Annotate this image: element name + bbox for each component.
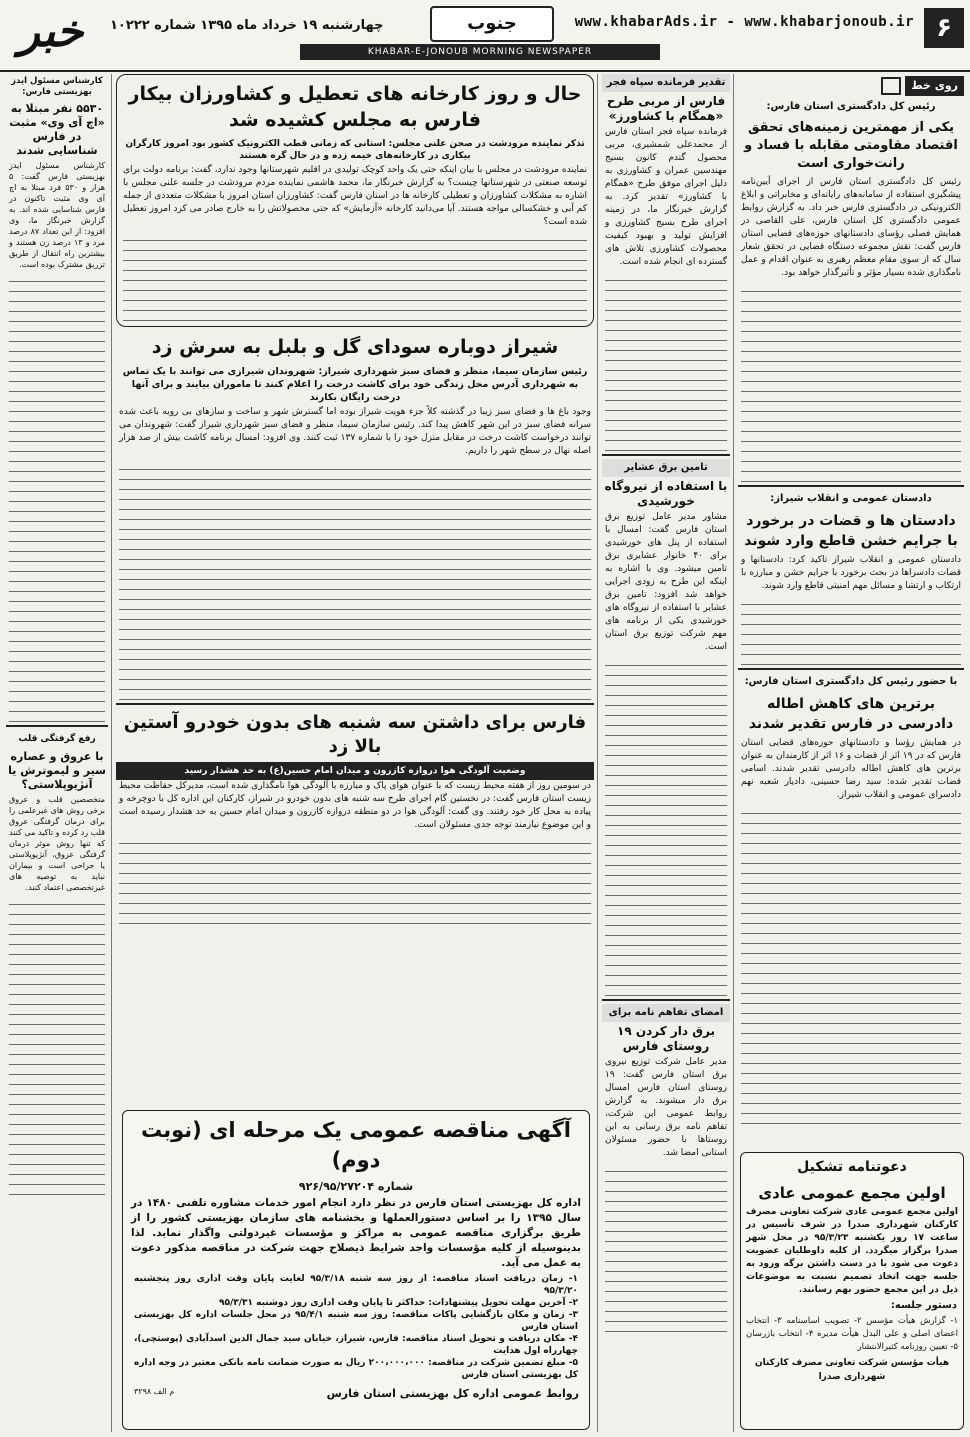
story-headline[interactable]: شیراز دوباره سودای گل و بلبل به سرش زد bbox=[151, 336, 559, 358]
tender-item: ۱- زمان دریافت اسناد مناقصه: از روز سه شنبه ۹۵/۳/۱۸ لغایت پایان وقت اداری روز پنجشنبه ۹۵/۳/۲۰ bbox=[134, 1274, 579, 1296]
article-headline[interactable]: دادستان ها و قضات در برخورد با جرایم خشن قاطع وارد شوند bbox=[744, 513, 958, 549]
text-block bbox=[9, 272, 105, 722]
lead-headline[interactable]: حال و روز کارخانه های تعطیل و کشاورزان بیکار فارس به مجلس کشیده شد bbox=[128, 83, 582, 131]
text-block bbox=[741, 595, 961, 665]
invitation-ad bbox=[740, 1152, 964, 1430]
ad-subtitle: اولین مجمع عمومی عادی bbox=[758, 1184, 946, 1202]
rooye-khat-label: روی خط bbox=[905, 76, 964, 96]
tender-item: ۴- مکان دریافت و تحویل اسناد مناقصه: فارس، شیراز، خیابان سید جمال الدین اسدآبادی (پوستچی)، چهارراه اول هدایت bbox=[134, 1334, 578, 1356]
text-block bbox=[741, 282, 961, 482]
text-block bbox=[605, 271, 727, 451]
article-kicker: دادستان عمومی و انقلاب شیراز: bbox=[770, 493, 932, 504]
text-block bbox=[119, 834, 591, 924]
article-body: متخصصین قلب و عروق برخی روش های غیرعلمی را برای درمان گرفتگی عروق قلب رد کرده و تاکید می کنند که تنها روش موثر درمان گرفتگی عروق، آنژیوپلاستی یا جراحی است و بیماران نباید به توصیه های غیرتخصصی اعتماد کنند. bbox=[9, 795, 105, 892]
tender-item: ۲- آخرین مهلت تحویل پیشنهادات: حداکثر تا پایان وقت اداری روز دوشنبه ۹۵/۳/۳۱ bbox=[218, 1298, 578, 1308]
article-body: دادستان عمومی و انقلاب شیراز تاکید کرد: دادستانها و قضات دادسراها در بحث برخورد با جرایم خشن و مبارزه با ارتکاب و ارتشا و مسائل مهم امنیتی قاطع وارد شوند. bbox=[741, 555, 961, 591]
lead-body: نماینده مرودشت در مجلس با بیان اینکه حتی یک واحد کوچک تولیدی در اقلیم شهرستانها وجود ندارد، گفت: برنامه دولت برای توسعه صنعتی در شهرستانها چیست؟ به گزارش خبرنگار ما، محمد هاشمی نماینده مردم مرودشت در جلسه علنی مجلس با اشاره به مشکلات کشاورزان و تعطیلی کارخانه ها در استان فارس گفت: کشاورزان استان امروز با مشکلات متعددی از جمله کم آبی و خشکسالی مواجه هستند. آیا می‌دانید کارخانه «آزمایش» که حتی محصولاتش را به خارج صادر می کرد امروز تعطیل شده است؟ bbox=[123, 165, 587, 227]
article-headline[interactable]: برترین های کاهش اطاله دادرسی در فارس تقدیر شدند bbox=[748, 696, 954, 732]
story-subheadline: وضعیت آلودگی هوا دروازه کازرون و میدان امام حسین(ع) به حد هشدار رسید bbox=[116, 762, 594, 780]
story-body: در سومین روز از هفته محیط زیست که با عنوان هوای پاک و مبارزه با آلودگی هوا نامگذاری شده است، مدیرکل حفاظت محیط زیست استان فارس گفت: در نخستین گام اجرای طرح سه شنبه های بدون خودرو در شیراز، کارکنان این اداره کل با دوچرخه و پیاده به محل کار خود رفتند. وی گفت: آلودگی هوا در دو منطقه دروازه کازرون و میدان امام حسین به حد هشدار رسیده است و این موضوع نیازمند توجه جدی مسئولان است. bbox=[119, 781, 591, 830]
tender-item: ۳- زمان و مکان بازگشایی پاکات مناقصه: روز سه شنبه ۹۵/۴/۱ در محل جلسات اداره کل بهزیستی استان فارس bbox=[134, 1310, 578, 1332]
ad-title: دعوتنامه تشکیل bbox=[797, 1159, 907, 1175]
article-headline[interactable]: یکی از مهمترین زمینه‌های تحقق اقتصاد مقاومتی مقابله با فساد و رانت‌خواری است bbox=[744, 120, 958, 171]
window-icon bbox=[881, 77, 901, 95]
issue-date: چهارشنبه ۱۹ خرداد ماه ۱۳۹۵ شماره ۱۰۲۲۲ bbox=[110, 18, 384, 33]
story-subheadline: رئیس سازمان سیما، منظر و فضای سبز شهرداری شیراز: شهروندان شیرازی می توانند با یک تماس به شهرداری آدرس محل زندگی خود برای کاشت درخت را اعلام کنند تا ماموران بیایند و برای آنها درخت رایگان بکارند bbox=[122, 366, 588, 403]
section-title: جنوب bbox=[430, 6, 554, 42]
article-headline[interactable]: برق دار کردن ۱۹ روستای فارس bbox=[617, 1024, 715, 1053]
ad-body: اولین مجمع عمومی عادی شرکت تعاونی مصرف کارکنان شهرداری صدرا در شرف تأسیس در ساعت ۱۷ روز یکشنبه ۹۵/۳/۲۳ در محل شهر صدرا برگزار میگردد. از کلیه داوطلبان عضویت دعوت می شود با در دست داشتن برگه ورود به جلسه جهت اتخاذ تصمیم نسبت به موضوعات ذیل در این مجمع حضور بهم رسانند. bbox=[746, 1207, 958, 1295]
article-kicker: تامین برق عشایر bbox=[602, 459, 730, 477]
article-kicker: تقدیر فرمانده سپاه فجر bbox=[602, 74, 730, 92]
article-headline[interactable]: با استفاده از نیروگاه خورشیدی bbox=[604, 479, 728, 508]
masthead bbox=[0, 0, 970, 72]
article-kicker: کارشناس مسئول ایدز بهزیستی فارس: bbox=[11, 76, 103, 97]
english-strip: KHABAR-E-JONOUB MORNING NEWSPAPER bbox=[300, 44, 660, 60]
tender-items bbox=[123, 1271, 589, 1383]
article-body: مدیر عامل شرکت توزیع نیروی برق استان فارس گفت: ۱۹ روستای استان فارس امسال برق دار میشوند. به گزارش روابط عمومی این شرکت، تفاهم نامه برق رسانی به این روستاها با حضور مسئولان استانی امضا شد. bbox=[605, 1057, 727, 1158]
article-kicker: با حضور رئیس کل دادگستری استان فارس: bbox=[744, 676, 958, 687]
tender-ad bbox=[122, 1110, 590, 1430]
text-block bbox=[119, 460, 591, 700]
article-body: کارشناس مسئول ایدز بهزیستی فارس گفت: ۵ هزار و ۵۳۰ فرد مبتلا به اچ آی وی مثبت تاکنون در فارس شناسایی شده اند. به گزارش خبرنگار ما، وی افزود: از این تعداد ۸۷ درصد مرد و ۱۳ درصد زن هستند و بیشترین راه انتقال از طریق تزریق مشترک بوده است. bbox=[9, 161, 106, 269]
article-kicker: رئیس کل دادگستری استان فارس: bbox=[766, 101, 936, 112]
newspaper-logo: خبر bbox=[18, 6, 84, 57]
lead-story bbox=[116, 74, 594, 327]
article-body: در همایش رؤسا و دادستانهای حوزه‌های قضایی استان فارس که در ۱۹ اثر از قضات و ۱۶ اثر از کارمندان به عنوان برترین های کاهش اطاله دادرسی تقدیر شدند. اسامی قضات تقدیر شده: سید رضا حسینی، دادیار شعبه نهم دادسرای عمومی و انقلاب شیراز. bbox=[741, 738, 961, 800]
tender-code: م الف ۳۲۹۸ bbox=[134, 1387, 175, 1396]
article-body: فرمانده سپاه فجر استان فارس از محمدعلی شمشیری، مربی محصول گندم کانون بسیج مهندسین عمران و کشاورزی به دلیل اجرای موفق طرح «همگام با کشاورز» تقدیر کرد. به گزارش خبرنگار ما، در زمینه اجرای طرح بسیج کشاورزی و افزایش تولید و بهبود کیفیت محصولات کشاورزی تلاش های گسترده ای انجام شده است. bbox=[605, 127, 727, 267]
story-headline[interactable]: فارس برای داشتن سه شنبه های بدون خودرو آستین بالا زد bbox=[123, 712, 587, 757]
ad-footer: هیأت مؤسس شرکت تعاونی مصرف کارکنان شهرداری صدرا bbox=[754, 1358, 950, 1382]
tender-item: ۵- مبلغ تضمین شرکت در مناقصه: ۲۰۰،۰۰۰،۰۰۰ ریال به صورت ضمانت نامه بانکی معتبر در وجه اداره کل بهزیستی استان فارس bbox=[134, 1358, 578, 1380]
text-block bbox=[605, 656, 727, 996]
article-body: مشاور مدیر عامل توزیع برق استان فارس گفت: امسال با استفاده از پنل های خورشیدی برای ۴۰ خانوار عشایری برق تامین میشود. وی با اشاره به اینکه این طرح به زودی اجرایی خواهد شد افزود: تامین برق عشایر با استفاده از نیروگاه های خورشیدی یکی از برنامه های مهم شرکت توزیع برق استان است. bbox=[605, 512, 727, 652]
text-block bbox=[9, 895, 105, 1195]
ad-agenda-head: دستور جلسه: bbox=[890, 1300, 957, 1311]
text-block bbox=[605, 1162, 727, 1332]
ad-agenda: ۱- گزارش هیأت مؤسس ۲- تصویب اساسنامه ۳- انتخاب اعضای اصلی و علی البدل هیأت مدیره ۴- انتخاب بازرسان ۵- تعیین روزنامه کثیرالانتشار bbox=[746, 1316, 959, 1352]
article-headline[interactable]: با عروق و عصاره سیر و لیموترش یا آنژیوپلاستی؟ bbox=[8, 750, 106, 791]
middle-column bbox=[602, 74, 730, 1432]
article-kicker: رفع گرفتگی قلب bbox=[18, 734, 96, 744]
text-block bbox=[123, 231, 587, 321]
page-number: ۶ bbox=[924, 8, 964, 48]
tender-footer: روابط عمومی اداره کل بهزیستی استان فارس bbox=[326, 1387, 579, 1400]
left-column bbox=[6, 74, 108, 1432]
article-kicker: امضای تفاهم نامه برای bbox=[602, 1004, 730, 1022]
tender-number: شماره ۹۲۶/۹۵/۲۷۲۰۴ bbox=[298, 1180, 414, 1193]
tender-body: اداره کل بهزیستی استان فارس در نظر دارد انجام امور خدمات مشاوره تلفنی ۱۴۸۰ در سال ۱۳۹۵ را بر اساس دستورالعملها و بخشنامه های سازمان بهزیستی کشور را از طریق برگزاری مناقصه عمومی به مراکز و مؤسسات غیردولتی واگذار نماید. لذا بدینوسیله از کلیه مؤسسات واجد شرایط ذیصلاح جهت شرکت در مناقصه مذکور دعوت به عمل می آید. bbox=[131, 1197, 581, 1269]
website-urls[interactable]: www.khabarAds.ir - www.khabarjonoub.ir bbox=[574, 14, 914, 30]
tender-title: آگهی مناقصه عمومی یک مرحله ای (نوبت دوم) bbox=[141, 1118, 571, 1172]
text-block bbox=[741, 804, 961, 1124]
article-body: رئیس کل دادگستری استان فارس از اجرای آیین‌نامه پیشگیری استفاده از سامانه‌های رایانه‌ای و مخابراتی و ابلاغ الکترونیکی در دادگستری فارس خبر داد. به گزارش روابط عمومی دادگستری کل استان فارس، علی القاصی در همایش فصلی رؤسای دادستانهای حوزه‌های قضایی استان فارس گفت: نقش مجموعه دستگاه قضایی در تحقق شعار سال که از سوی مقام معظم رهبری به عنوان اقدام و عمل نامگذاری شده بسیار مؤثر و تأثیرگذار خواهد بود. bbox=[741, 177, 961, 278]
lead-subheadline: تذکر نماینده مرودشت در صحن علنی مجلس: استانی که زمانی قطب الکترونیک کشور بود امروز کارگران بیکاری در کارخانه‌های خیمه زده و در حال گره هستند bbox=[125, 139, 585, 161]
article-headline[interactable]: ۵۵۳۰ نفر مبتلا به «اچ آی وی» مثبت در فارس شناسایی شدند bbox=[9, 102, 105, 157]
story-body: وجود باغ ها و فضای سبز زیبا در گذشته کلاً جزء هویت شیراز بوده اما گسترش شهر و ساخت و سازهای بی رویه باعث شده سرانه فضای سبز در این شهر کاهش پیدا کند. رئیس سازمان سیما، منظر و فضای سبز شهرداری شیراز گفت: شهروندان می توانند درخواست کاشت درخت در مقابل منزل خود را با شماره ۱۳۷ ثبت کنند. وی افزود: امسال برنامه کاشت بیش از صد هزار اصله نهال در سطح شهر را داریم. bbox=[119, 407, 591, 456]
article-headline[interactable]: فارس از مربی طرح «همگام با کشاورز» bbox=[606, 94, 726, 123]
